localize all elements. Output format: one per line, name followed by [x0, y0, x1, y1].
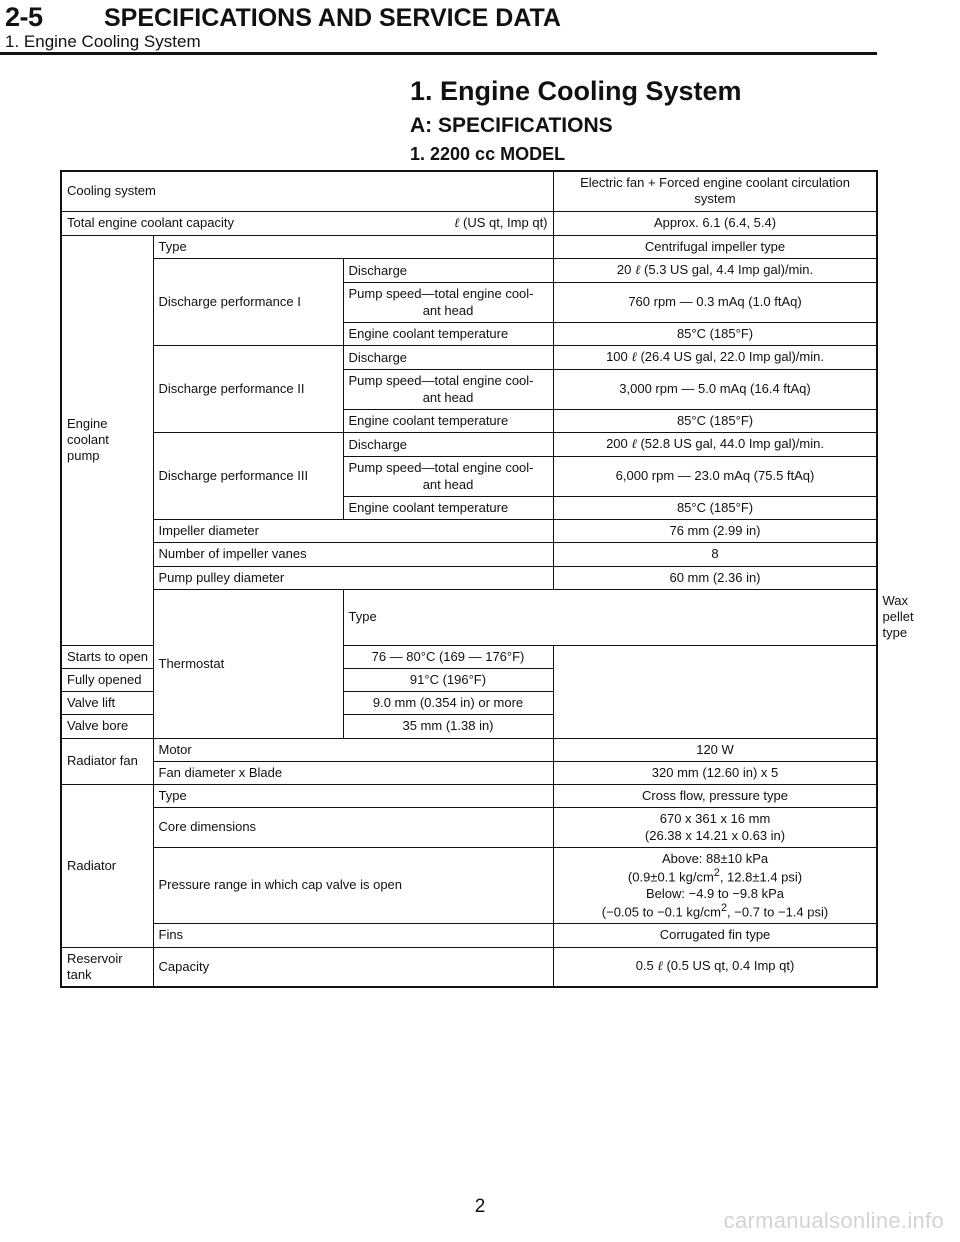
section-title: SPECIFICATIONS AND SERVICE DATA: [104, 4, 561, 32]
core-dimensions-label: Core dimensions: [153, 808, 553, 848]
starts-open-label: Starts to open: [61, 645, 343, 668]
table-row: [61, 346, 877, 370]
pump-type-value: Centrifugal impeller type: [553, 235, 877, 258]
table-row: [61, 924, 877, 947]
fan-blade-value: 320 mm (12.60 in) x 5: [553, 761, 877, 784]
specifications-table: [60, 170, 914, 988]
perf2-discharge-value: 100 ℓ (26.4 US gal, 22.0 Imp gal)/min.: [553, 346, 877, 370]
table-row: [61, 761, 877, 784]
table-row: [61, 738, 877, 761]
valve-lift-label: Valve lift: [61, 692, 343, 715]
perf2-temp-value: 85°C (185°F): [553, 409, 877, 432]
capacity-value: Approx. 6.1 (6.4, 5.4): [553, 211, 877, 235]
page-header: [0, 0, 960, 56]
table-row: [61, 947, 877, 987]
starts-open-value: 76 — 80°C (169 — 176°F): [343, 645, 553, 668]
table-row: [61, 847, 877, 924]
pressure-range-label: Pressure range in which cap valve is open: [153, 847, 553, 924]
cooling-system-label: Cooling system: [61, 171, 553, 211]
section-subtitle: 1. Engine Cooling System: [5, 32, 201, 51]
perf1-speed-label: Pump speed—total engine cool- ant head: [343, 283, 553, 323]
table-row: [61, 692, 877, 715]
watermark: carmanualsonline.info: [723, 1208, 944, 1233]
table-row: [61, 808, 877, 848]
table-row: [61, 543, 877, 566]
perf1-temp-label: Engine coolant temperature: [343, 322, 553, 345]
radiator-group-label: Radiator: [61, 785, 153, 948]
pump-type-label: Type: [153, 235, 553, 258]
specifications-heading: A: SPECIFICATIONS: [410, 114, 613, 137]
fins-value: Corrugated fin type: [553, 924, 877, 947]
pressure-range-value: Above: 88±10 kPa (0.9±0.1 $kg/cm^2$, 12.8±1.4 psi) Below: −4.9 to −9.8 kPa (−0.05 to −0.1 $kg/cm^2$, −0.7 to −1.4 psi): [553, 847, 877, 924]
page-number: 2: [474, 1196, 486, 1217]
reservoir-capacity-label: Capacity: [153, 947, 553, 987]
perf3-temp-label: Engine coolant temperature: [343, 496, 553, 519]
fan-blade-label: Fan diameter x Blade: [153, 761, 553, 784]
thermostat-group-label: Thermostat: [153, 589, 343, 738]
perf3-discharge-value: 200 ℓ (52.8 US gal, 44.0 Imp gal)/min.: [553, 433, 877, 457]
pulley-value: 60 mm (2.36 in): [553, 566, 877, 589]
motor-value: 120 W: [553, 738, 877, 761]
perf1-discharge-value: 20 ℓ (5.3 US gal, 4.4 Imp gal)/min.: [553, 259, 877, 283]
table-row: [61, 566, 877, 589]
reservoir-capacity-value: 0.5 ℓ (0.5 US qt, 0.4 Imp qt): [553, 947, 877, 987]
fan-group-label: Radiator fan: [61, 738, 153, 785]
impeller-diameter-value: 76 mm (2.99 in): [553, 520, 877, 543]
fully-opened-value: 91°C (196°F): [343, 668, 553, 691]
table-row: [61, 259, 877, 283]
page-title: 1. Engine Cooling System: [410, 76, 742, 106]
core-dimensions-value: 670 x 361 x 16 mm (26.38 x 14.21 x 0.63 in): [553, 808, 877, 848]
table-row: Thermostat Type Wax pellet type: [61, 589, 877, 645]
table-row: [61, 235, 877, 258]
perf1-discharge-label: Discharge: [343, 259, 553, 283]
model-heading: 1. 2200 cc MODEL: [410, 144, 566, 164]
radiator-type-value: Cross flow, pressure type: [553, 785, 877, 808]
pulley-label: Pump pulley diameter: [153, 566, 553, 589]
perf2-temp-label: Engine coolant temperature: [343, 409, 553, 432]
perf3-speed-label: Pump speed—total engine cool- ant head: [343, 457, 553, 497]
header-rule: [0, 52, 877, 55]
capacity-label: Total engine coolant capacity ℓ (US qt, Imp qt): [61, 211, 553, 235]
table-row: [61, 211, 877, 235]
impeller-diameter-label: Impeller diameter: [153, 520, 553, 543]
perf2-discharge-label: Discharge: [343, 346, 553, 370]
motor-label: Motor: [153, 738, 553, 761]
reservoir-group-label: Reservoir tank: [61, 947, 153, 987]
valve-bore-value: 35 mm (1.38 in): [343, 715, 553, 738]
perf2-speed-value: 3,000 rpm — 5.0 mAq (16.4 ftAq): [553, 370, 877, 410]
perf3-discharge-label: Discharge: [343, 433, 553, 457]
table-row: [61, 433, 877, 457]
perf1-temp-value: 85°C (185°F): [553, 322, 877, 345]
pump-group-label: Engine coolant pump: [61, 235, 153, 645]
table-row: [61, 520, 877, 543]
perf3-label: Discharge performance III: [153, 433, 343, 520]
cooling-system-value: Electric fan + Forced engine coolant circulation system: [553, 171, 877, 211]
vanes-label: Number of impeller vanes: [153, 543, 553, 566]
vanes-value: 8: [553, 543, 877, 566]
fully-opened-label: Fully opened: [61, 668, 343, 691]
radiator-type-label: Type: [153, 785, 553, 808]
perf2-label: Discharge performance II: [153, 346, 343, 433]
section-number: 2-5: [5, 2, 43, 32]
table-row: [61, 785, 877, 808]
perf1-speed-value: 760 rpm — 0.3 mAq (1.0 ftAq): [553, 283, 877, 323]
fins-label: Fins: [153, 924, 553, 947]
thermostat-type-label: Type: [343, 589, 877, 645]
valve-lift-value: 9.0 mm (0.354 in) or more: [343, 692, 553, 715]
perf3-temp-value: 85°C (185°F): [553, 496, 877, 519]
table-row: [61, 715, 877, 738]
table-row: [61, 171, 877, 211]
perf3-speed-value: 6,000 rpm — 23.0 mAq (75.5 ftAq): [553, 457, 877, 497]
perf2-speed-label: Pump speed—total engine cool- ant head: [343, 370, 553, 410]
perf1-label: Discharge performance I: [153, 259, 343, 346]
valve-bore-label: Valve bore: [61, 715, 343, 738]
